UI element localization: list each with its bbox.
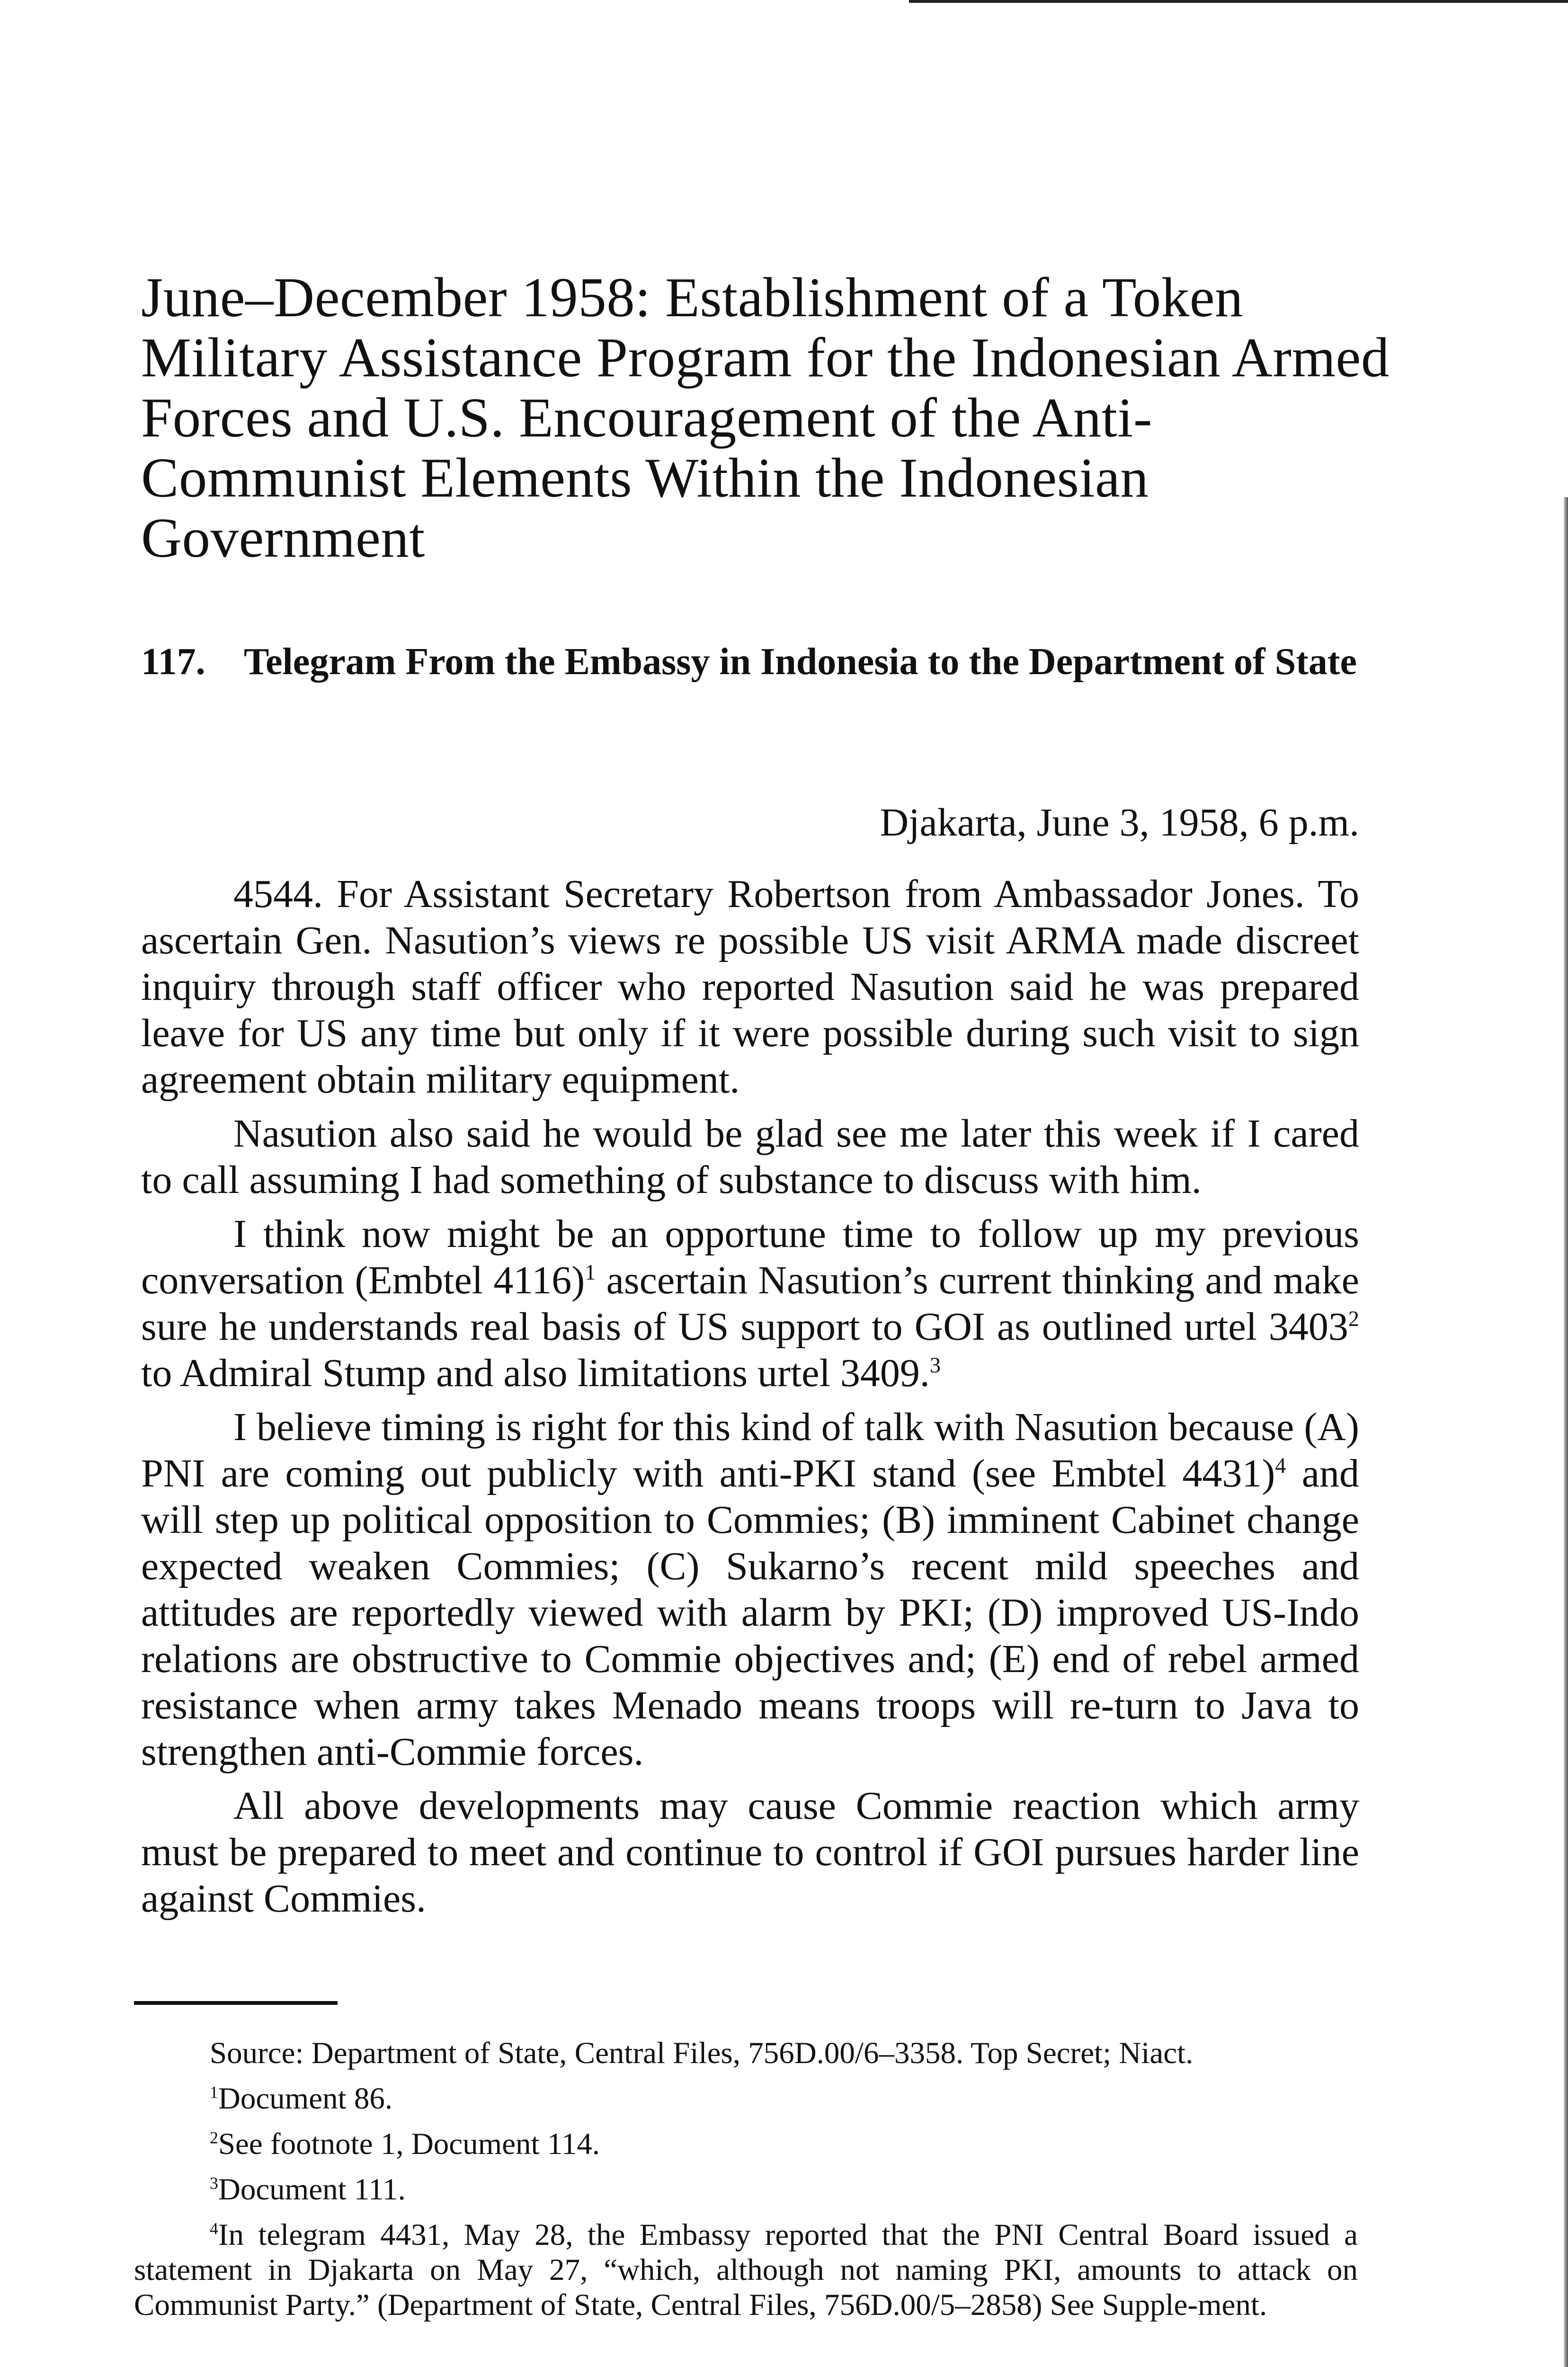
footnote-ref-1[interactable]: 1 bbox=[585, 1260, 596, 1284]
footnote-divider bbox=[134, 2001, 338, 2005]
footnote-4 bbox=[134, 2217, 1358, 2323]
footnote-3 bbox=[134, 2172, 1358, 2207]
footnote-3-text: Document 111. bbox=[218, 2172, 406, 2207]
footnote-4-text: In telegram 4431, May 28, the Embassy reported that the PNI Central Board issued a statement in Djakarta on May 27, “which, although not naming PKI, amounts to attack on Communist Party.” (Department of State, Central Files, 756D.00/5–2858) See Supple-ment. bbox=[134, 2218, 1358, 2322]
footnotes bbox=[134, 2036, 1358, 2333]
paragraph-3-text-c: to Admiral Stump and also limitations urtel 3409. bbox=[141, 1351, 930, 1395]
footnote-ref-4[interactable]: 4 bbox=[1275, 1453, 1286, 1477]
footnote-source: Source: Department of State, Central Files, 756D.00/6–3358. Top Secret; Niact. bbox=[210, 2036, 1194, 2070]
document-heading bbox=[141, 639, 1381, 685]
document-title: Telegram From the Embassy in Indonesia to the Department of State bbox=[244, 641, 1357, 683]
paragraph-2: Nasution also said he would be glad see me later this week if I cared to call assuming I had something of substance to discuss with him. bbox=[141, 1112, 1359, 1202]
telegram-body bbox=[141, 871, 1359, 1930]
footnote-1-text: Document 86. bbox=[218, 2082, 393, 2116]
paragraph-4-text-b: and will step up political opposition to Commies; (B) imminent Cabinet change expected weaken Commies; (C) Sukarno’s recent mild speeches and attitudes are reportedly viewed with alarm by PKI; (D) improved US-Indo relations are obstructive to Commie objectives and; (E) end of rebel armed resistance when army takes Menado means troops will re-turn to Java to strengthen anti-Commie forces. bbox=[141, 1451, 1359, 1774]
footnote-4-mark: 4 bbox=[210, 2219, 218, 2238]
paragraph-1: 4544. For Assistant Secretary Robertson from Ambassador Jones. To ascertain Gen. Nasution’s views re possible US visit ARMA made discreet inquiry through staff officer who reported Nasution said he was prepared leave for US any time but only if it were possible during such visit to sign agreement obtain military equipment. bbox=[141, 872, 1359, 1102]
footnote-2-text: See footnote 1, Document 114. bbox=[218, 2127, 600, 2161]
footnote-ref-3[interactable]: 3 bbox=[929, 1353, 941, 1377]
footnote-1 bbox=[134, 2081, 1358, 2116]
footnote-2 bbox=[134, 2127, 1358, 2162]
footnote-1-mark: 1 bbox=[210, 2082, 218, 2102]
footnote-2-mark: 2 bbox=[210, 2128, 218, 2147]
paragraph-4 bbox=[141, 1404, 1359, 1775]
document-number: 117. bbox=[141, 641, 205, 683]
paragraph-3 bbox=[141, 1211, 1359, 1397]
footnote-ref-2[interactable]: 2 bbox=[1348, 1307, 1359, 1331]
paragraph-5: All above developments may cause Commie reaction which army must be prepared to meet and continue to control if GOI pursues harder line against Commies. bbox=[141, 1784, 1359, 1921]
top-edge-rule bbox=[909, 0, 1568, 3]
chapter-title: June–December 1958: Establishment of a Token Military Assistance Program for the Indonesian Armed Forces and U.S. Encouragement of the Anti-Communist Elements Within the Indonesian Government bbox=[141, 266, 1390, 569]
page-edge-shadow bbox=[1563, 497, 1568, 2367]
footnote-3-mark: 3 bbox=[210, 2173, 218, 2193]
dateline: Djakarta, June 3, 1958, 6 p.m. bbox=[880, 801, 1359, 845]
paragraph-4-text-a: I believe timing is right for this kind of talk with Nasution because (A) PNI are coming out publicly with anti-PKI stand (see Embtel 4431) bbox=[141, 1405, 1359, 1495]
paragraph-3-text-b: ascertain Nasution’s current thinking and make sure he understands real basis of US support to GOI as outlined urtel 3403 bbox=[141, 1258, 1360, 1349]
paragraph-3-text-a: I think now might be an opportune time to follow up my previous conversation (Embtel 4116) bbox=[141, 1212, 1359, 1302]
